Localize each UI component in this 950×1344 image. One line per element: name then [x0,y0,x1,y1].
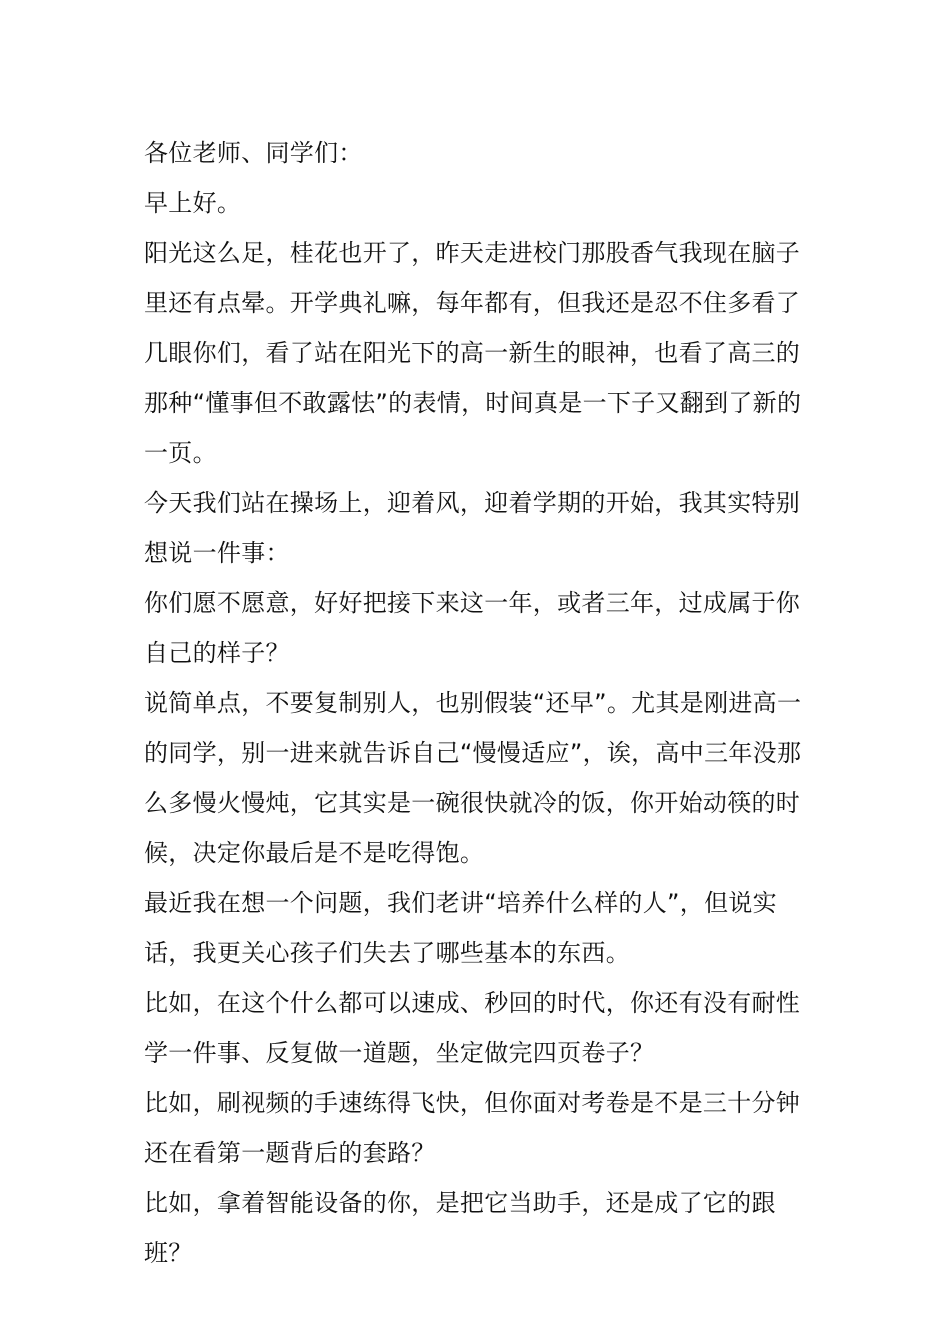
greeting: 早上好。 [144,189,242,217]
paragraph-today: 今天我们站在操场上，迎着风，迎着学期的开始，我其实特别想说一件事： [144,489,801,567]
salutation: 各位老师、同学们： [144,139,363,167]
paragraph-question: 你们愿不愿意，好好把接下来这一年，或者三年，过成属于你自己的样子？ [144,589,801,667]
paragraph-simple: 说简单点，不要复制别人，也别假装“还早”。尤其是刚进高一的同学，别一进来就告诉自己“慢慢适应”，诶，高中三年没那么多慢火慢炖，它其实是一碗很快就冷的饭，你开始动筷的时候，决定你最后是不是吃得饱。 [144,689,802,867]
paragraph-example-video: 比如，刷视频的手速练得飞快，但你面对考卷是不是三十分钟还在看第一题背后的套路？ [144,1089,801,1167]
paragraph-sunshine: 阳光这么足，桂花也开了，昨天走进校门那股香气我现在脑子里还有点晕。开学典礼嘛，每年都有，但我还是忍不住多看了几眼你们，看了站在阳光下的高一新生的眼神，也看了高三的那种“懂事但不敢露怯”的表情，时间真是一下子又翻到了新的一页。 [144,239,802,467]
paragraph-example-patience: 比如，在这个什么都可以速成、秒回的时代，你还有没有耐性学一件事、反复做一道题，坐定做完四页卷子？ [144,989,801,1067]
paragraph-example-device: 比如，拿着智能设备的你，是把它当助手，还是成了它的跟班？ [144,1189,776,1267]
paragraph-thinking: 最近我在想一个问题，我们老讲“培养什么样的人”，但说实话，我更关心孩子们失去了哪些基本的东西。 [144,889,777,967]
document-body [144,128,816,1278]
